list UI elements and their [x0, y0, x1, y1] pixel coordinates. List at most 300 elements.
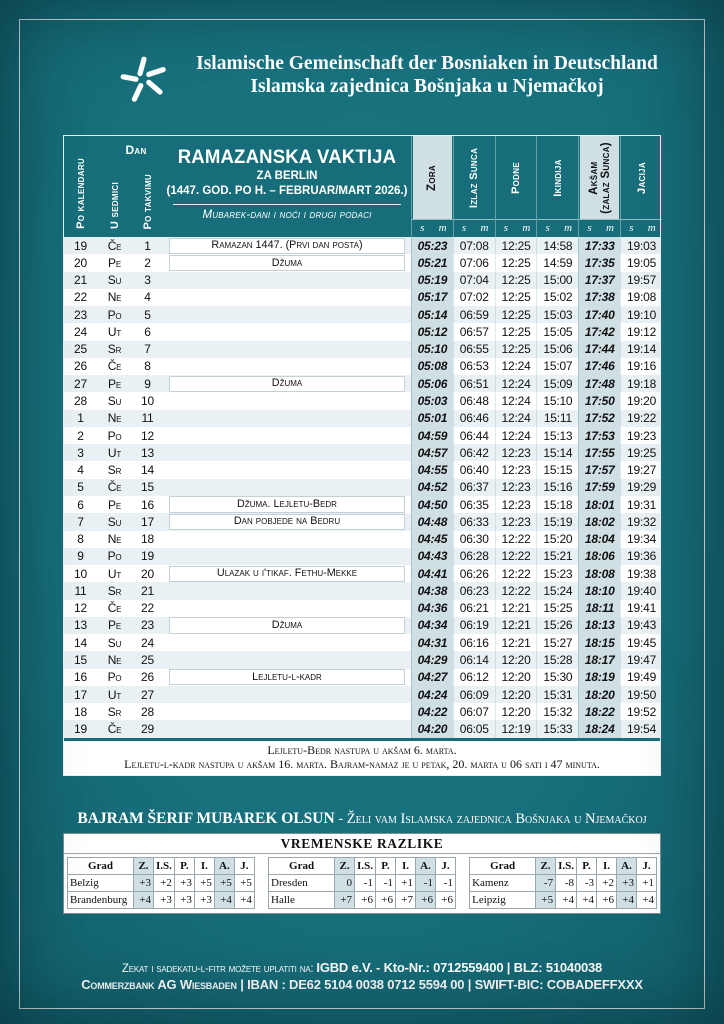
cell-time-ikindija: 15:31	[536, 686, 578, 703]
cell-event: Džuma	[169, 376, 405, 392]
city-diff-value: +3	[194, 892, 214, 909]
cell-date-hijri: 11	[141, 411, 154, 426]
cell-event	[163, 461, 411, 478]
cell-time-akšam: 17:59	[578, 479, 620, 496]
note-lejletu-l-kadr: Lejletu-l-kadr nastupa u akšam 16. marta. Bajram-namaz je u petak, 20. marta u 06 sati i 47 minuta.	[124, 756, 600, 771]
city-diff-value: +6	[355, 892, 376, 909]
cell-time-podne: 12:25	[495, 306, 537, 323]
cell-time-zora: 05:08	[411, 358, 453, 375]
cell-time-podne: 12:25	[495, 254, 537, 271]
differences-col-header: J.	[637, 858, 657, 875]
cell-time-jacija: 19:14	[620, 341, 662, 358]
differences-col-header: I.S.	[154, 858, 175, 875]
cell-date-hijri: 14	[141, 463, 154, 478]
cell-weekday: Pe	[108, 376, 121, 391]
city-name: Brandenburg	[68, 892, 134, 909]
city-diff-value: +3	[174, 875, 194, 892]
cell-time-podne: 12:20	[495, 651, 537, 668]
cell-date-hijri: 15	[141, 480, 154, 495]
cell-time-podne: 12:20	[495, 703, 537, 720]
cell-time-akšam: 18:02	[578, 513, 620, 530]
greeting-rest: - Želi vam Islamska zajednica Bošnjaka u Njemačkoj	[334, 811, 647, 827]
col-header-zora: Zora s m	[411, 136, 453, 237]
differences-col-header: I.S.	[556, 858, 577, 875]
cell-time-zora: 04:38	[411, 582, 453, 599]
title-divider	[173, 204, 401, 205]
city-diff-value: -3	[577, 875, 597, 892]
cell-time-izlaz-sunca: 06:53	[453, 358, 495, 375]
cell-event	[163, 289, 411, 306]
cell-time-jacija: 19:08	[620, 289, 662, 306]
cell-weekday: Če	[107, 601, 122, 616]
cell-time-ikindija: 15:32	[536, 703, 578, 720]
cell-date-calendar: 27	[74, 376, 87, 391]
cell-event: Lejletu-l-kadr	[169, 669, 405, 685]
city-diff-value: +7	[335, 892, 355, 909]
differences-col-header: I.	[597, 858, 617, 875]
cell-time-zora: 04:31	[411, 634, 453, 651]
cell-event	[163, 479, 411, 496]
cell-date-calendar: 19	[74, 238, 87, 253]
cell-time-jacija: 19:34	[620, 531, 662, 548]
cell-date-hijri: 4	[144, 290, 151, 305]
cell-time-izlaz-sunca: 06:42	[453, 444, 495, 461]
table-row	[64, 392, 660, 409]
table-row	[64, 565, 660, 582]
cell-time-izlaz-sunca: 07:02	[453, 289, 495, 306]
cell-time-akšam: 17:37	[578, 272, 620, 289]
cell-date-calendar: 19	[74, 722, 87, 737]
city-diff-value: +4	[556, 892, 577, 909]
city-diff-value: +5	[214, 875, 234, 892]
org-title	[160, 52, 694, 99]
differences-col-header: Grad	[68, 858, 134, 875]
differences-col-header: Z.	[134, 858, 154, 875]
cell-time-akšam: 17:42	[578, 323, 620, 340]
cell-time-izlaz-sunca: 07:08	[453, 237, 495, 254]
time-differences-title: VREMENSKE RAZLIKE	[64, 834, 660, 854]
vaktija-rows	[64, 237, 660, 738]
cell-time-jacija: 19:45	[620, 634, 662, 651]
cell-time-jacija: 19:16	[620, 358, 662, 375]
cell-time-izlaz-sunca: 06:21	[453, 600, 495, 617]
cell-date-calendar: 4	[77, 463, 84, 478]
differences-col-header: J.	[234, 858, 254, 875]
cell-date-calendar: 16	[74, 670, 87, 685]
city-name: Leipzig	[470, 892, 536, 909]
cell-time-zora: 04:45	[411, 531, 453, 548]
table-row	[64, 720, 660, 737]
table-row	[64, 513, 660, 530]
city-name: Belzig	[68, 875, 134, 892]
time-differences-table	[63, 833, 661, 914]
cell-event: Dan pobjede na Bedru	[169, 514, 405, 530]
cell-date-calendar: 8	[77, 532, 84, 547]
cell-time-jacija: 19:54	[620, 720, 662, 737]
timetable-header	[64, 136, 660, 237]
city-diff-value: +5	[194, 875, 214, 892]
differences-col-header: I.S.	[355, 858, 376, 875]
cell-time-ikindija: 15:27	[536, 634, 578, 651]
cell-time-zora: 04:36	[411, 600, 453, 617]
cell-weekday: Po	[107, 549, 122, 564]
cell-event	[163, 392, 411, 409]
city-diff-value: +6	[415, 892, 435, 909]
city-diff-value: -8	[556, 875, 577, 892]
cell-weekday: Sr	[107, 342, 122, 357]
cell-time-jacija: 19:03	[620, 237, 662, 254]
cell-date-calendar: 3	[77, 445, 84, 460]
cell-time-zora: 04:20	[411, 720, 453, 737]
time-differences-groups	[64, 854, 660, 913]
differences-col-header: A.	[415, 858, 435, 875]
col-header-u-sedmici: U sedmici	[108, 181, 121, 229]
cell-time-ikindija: 15:28	[536, 651, 578, 668]
cell-time-podne: 12:22	[495, 531, 537, 548]
cell-time-izlaz-sunca: 06:30	[453, 531, 495, 548]
cell-time-zora: 04:48	[411, 513, 453, 530]
city-diff-value: +7	[395, 892, 415, 909]
cell-weekday: Če	[107, 480, 122, 495]
cell-date-hijri: 9	[144, 376, 151, 391]
cell-date-hijri: 7	[144, 342, 151, 357]
cell-weekday: Če	[107, 359, 122, 374]
cell-time-ikindija: 15:05	[536, 323, 578, 340]
cell-time-ikindija: 15:13	[536, 427, 578, 444]
cell-time-jacija: 19:23	[620, 427, 662, 444]
cell-time-jacija: 19:29	[620, 479, 662, 496]
city-diff-value: +3	[617, 875, 637, 892]
bank-line-1	[30, 960, 694, 977]
cell-time-jacija: 19:41	[620, 600, 662, 617]
cell-date-calendar: 24	[74, 324, 87, 339]
cell-weekday: Su	[107, 635, 122, 650]
cell-time-jacija: 19:05	[620, 254, 662, 271]
cell-time-podne: 12:23	[495, 479, 537, 496]
cell-weekday: Ut	[107, 445, 122, 460]
cell-event: Ulazak u i'tikaf. Fethu-Mekke	[169, 566, 405, 582]
cell-time-akšam: 18:17	[578, 651, 620, 668]
cell-time-jacija: 19:57	[620, 272, 662, 289]
cell-time-jacija: 19:36	[620, 548, 662, 565]
cell-date-hijri: 25	[141, 653, 154, 667]
cell-weekday: Ne	[107, 290, 122, 305]
table-row	[64, 582, 660, 599]
city-diff-value: -1	[435, 875, 455, 892]
cell-time-jacija: 19:52	[620, 703, 662, 720]
city-diff-value: +6	[597, 892, 617, 909]
cell-time-izlaz-sunca: 06:16	[453, 634, 495, 651]
city-diff-value: +1	[395, 875, 415, 892]
cell-date-calendar: 15	[74, 653, 87, 667]
cell-time-izlaz-sunca: 06:57	[453, 323, 495, 340]
cell-date-calendar: 2	[77, 428, 84, 443]
org-title-bosnian: Islamska zajednica Bošnjaka u Njemačkoj	[250, 76, 604, 97]
cell-time-zora: 04:55	[411, 461, 453, 478]
cell-time-podne: 12:21	[495, 617, 537, 634]
cell-date-calendar: 12	[74, 601, 87, 616]
bank-line2-iban: | IBAN : DE62 5104 0038 0712 5594 00 | SWIFT-BIC: COBADEFFXXX	[236, 977, 643, 992]
city-diff-value: +2	[154, 875, 175, 892]
cell-time-akšam: 18:08	[578, 565, 620, 582]
differences-group	[67, 857, 255, 909]
differences-col-header: Grad	[470, 858, 536, 875]
cell-date-calendar: 21	[74, 273, 87, 288]
differences-col-header: P.	[577, 858, 597, 875]
cell-time-ikindija: 15:07	[536, 358, 578, 375]
cell-time-jacija: 19:25	[620, 444, 662, 461]
city-diff-value: +1	[637, 875, 657, 892]
cell-time-ikindija: 15:11	[536, 410, 578, 427]
cell-time-podne: 12:19	[495, 720, 537, 737]
cell-event: Ramazan 1447. (Prvi dan posta)	[169, 238, 405, 254]
cell-time-zora: 04:27	[411, 669, 453, 686]
cell-time-akšam: 17:57	[578, 461, 620, 478]
cell-time-jacija: 19:31	[620, 496, 662, 513]
city-diff-value: -1	[415, 875, 435, 892]
cell-event	[163, 703, 411, 720]
cell-time-ikindija: 14:58	[536, 237, 578, 254]
cell-time-jacija: 19:47	[620, 651, 662, 668]
cell-event	[163, 323, 411, 340]
cell-time-zora: 05:01	[411, 410, 453, 427]
cell-time-jacija: 19:43	[620, 617, 662, 634]
city-name: Dresden	[269, 875, 335, 892]
city-diff-value: +6	[375, 892, 395, 909]
cell-time-izlaz-sunca: 06:59	[453, 306, 495, 323]
events-column-header: Mubarek-dani i noći i drugi podaci	[202, 209, 372, 221]
cell-time-izlaz-sunca: 06:12	[453, 669, 495, 686]
cell-time-ikindija: 15:18	[536, 496, 578, 513]
cell-time-zora: 05:12	[411, 323, 453, 340]
cell-time-jacija: 19:40	[620, 582, 662, 599]
city-diff-value: +6	[435, 892, 455, 909]
cell-date-hijri: 27	[141, 687, 154, 702]
cell-time-ikindija: 15:24	[536, 582, 578, 599]
cell-time-podne: 12:24	[495, 427, 537, 444]
col-header-aksam: Akšam (zalaz Sunca) s m	[578, 136, 620, 237]
table-row	[64, 375, 660, 392]
cell-time-zora: 04:59	[411, 427, 453, 444]
cell-event	[163, 651, 411, 668]
cell-time-akšam: 17:55	[578, 444, 620, 461]
cell-time-podne: 12:21	[495, 600, 537, 617]
cell-time-akšam: 18:15	[578, 634, 620, 651]
table-row	[64, 341, 660, 358]
cell-time-jacija: 19:49	[620, 669, 662, 686]
cell-date-calendar: 14	[74, 635, 87, 650]
table-row	[64, 427, 660, 444]
col-header-po-kalendaru: Po kalendaru	[74, 158, 87, 229]
differences-col-header: Grad	[269, 858, 335, 875]
city-diff-value: -1	[375, 875, 395, 892]
cell-event: Džuma	[169, 255, 405, 271]
cell-time-podne: 12:24	[495, 392, 537, 409]
cell-date-calendar: 25	[74, 342, 87, 357]
cell-time-podne: 12:22	[495, 582, 537, 599]
cell-time-izlaz-sunca: 06:07	[453, 703, 495, 720]
cell-date-hijri: 18	[141, 532, 154, 547]
table-row	[64, 254, 660, 271]
differences-col-header: I.	[194, 858, 214, 875]
cell-time-zora: 04:34	[411, 617, 453, 634]
cell-weekday: Pe	[108, 618, 121, 633]
cell-time-podne: 12:23	[495, 513, 537, 530]
differences-col-header: I.	[395, 858, 415, 875]
differences-city-row	[68, 892, 255, 909]
cell-date-calendar: 11	[74, 583, 87, 598]
cell-time-ikindija: 15:06	[536, 341, 578, 358]
city-diff-value: +3	[134, 875, 154, 892]
greeting-bold: BAJRAM ŠERIF MUBAREK OLSUN	[77, 810, 335, 827]
city-diff-value: +5	[234, 875, 254, 892]
bank-line1-prefix: Zekat i sadekatu-l-fitr možete uplatiti na:	[121, 963, 317, 975]
cell-weekday: Sr	[107, 704, 122, 719]
cell-event	[163, 341, 411, 358]
cell-time-ikindija: 15:33	[536, 720, 578, 737]
cell-weekday: Če	[107, 722, 122, 737]
cell-time-zora: 04:43	[411, 548, 453, 565]
col-header-ikindija: Ikindija s m	[536, 136, 578, 237]
cell-time-izlaz-sunca: 06:40	[453, 461, 495, 478]
cell-event	[163, 720, 411, 737]
cell-time-podne: 12:25	[495, 237, 537, 254]
city-diff-value: +4	[234, 892, 254, 909]
cell-event	[163, 306, 411, 323]
cell-time-podne: 12:25	[495, 341, 537, 358]
cell-time-akšam: 18:01	[578, 496, 620, 513]
bank-details	[30, 960, 694, 993]
cell-time-ikindija: 15:02	[536, 289, 578, 306]
cell-date-calendar: 1	[77, 411, 84, 426]
cell-event	[163, 531, 411, 548]
cell-time-zora: 04:50	[411, 496, 453, 513]
cell-date-hijri: 8	[144, 359, 151, 374]
table-row	[64, 358, 660, 375]
cell-time-zora: 05:03	[411, 392, 453, 409]
cell-time-izlaz-sunca: 07:06	[453, 254, 495, 271]
cell-time-akšam: 18:04	[578, 531, 620, 548]
differences-city-row	[470, 892, 657, 909]
cell-date-hijri: 26	[141, 670, 154, 685]
cell-date-hijri: 6	[144, 324, 151, 339]
cell-time-ikindija: 15:30	[536, 669, 578, 686]
cell-weekday: Ne	[107, 411, 122, 426]
cell-time-zora: 04:24	[411, 686, 453, 703]
timetable-city: ZA BERLIN	[256, 170, 318, 182]
cell-time-akšam: 17:48	[578, 375, 620, 392]
city-diff-value: 0	[335, 875, 355, 892]
table-row	[64, 634, 660, 651]
cell-event	[163, 272, 411, 289]
cell-time-podne: 12:25	[495, 289, 537, 306]
cell-time-izlaz-sunca: 06:09	[453, 686, 495, 703]
org-title-german: Islamische Gemeinschaft der Bosniaken in Deutschland	[196, 53, 658, 74]
city-diff-value: +4	[577, 892, 597, 909]
bank-line2-bank-name: Commerzbank AG Wiesbaden	[81, 977, 237, 992]
city-diff-value: +2	[597, 875, 617, 892]
city-name: Halle	[269, 892, 335, 909]
cell-time-zora: 04:41	[411, 565, 453, 582]
cell-time-podne: 12:23	[495, 444, 537, 461]
cell-time-izlaz-sunca: 06:23	[453, 582, 495, 599]
differences-col-header: A.	[214, 858, 234, 875]
cell-time-akšam: 17:38	[578, 289, 620, 306]
cell-time-podne: 12:23	[495, 496, 537, 513]
cell-time-izlaz-sunca: 06:28	[453, 548, 495, 565]
cell-weekday: Ne	[107, 532, 122, 547]
cell-time-zora: 05:19	[411, 272, 453, 289]
cell-date-calendar: 17	[74, 687, 87, 702]
city-diff-value: +4	[637, 892, 657, 909]
cell-event	[163, 548, 411, 565]
cell-time-akšam: 18:06	[578, 548, 620, 565]
cell-time-jacija: 19:27	[620, 461, 662, 478]
cell-time-akšam: 18:10	[578, 582, 620, 599]
cell-weekday: Po	[107, 428, 122, 443]
cell-time-izlaz-sunca: 06:55	[453, 341, 495, 358]
cell-time-jacija: 19:50	[620, 686, 662, 703]
city-diff-value: +4	[214, 892, 234, 909]
note-lejletu-bedr: Lejletu-Bedr nastupa u akšam 6. marta.	[267, 742, 457, 757]
cell-weekday: Če	[107, 238, 122, 253]
cell-time-podne: 12:22	[495, 565, 537, 582]
differences-group	[469, 857, 657, 909]
col-header-podne: Podne s m	[495, 136, 537, 237]
cell-date-calendar: 23	[74, 307, 87, 322]
cell-date-hijri: 2	[144, 255, 151, 270]
cell-date-hijri: 16	[141, 497, 154, 512]
timetable-period: (1447. GOD. PO H. – FEBRUAR/MART 2026.)	[166, 185, 408, 197]
cell-date-calendar: 28	[74, 394, 87, 409]
city-name: Kamenz	[470, 875, 536, 892]
cell-event: Džuma. Lejletu-Bedr	[169, 496, 405, 512]
col-header-po-takvimu: Po takvimu	[141, 173, 154, 229]
cell-weekday: Su	[107, 514, 122, 529]
prayer-timetable	[63, 135, 661, 776]
differences-col-header: A.	[617, 858, 637, 875]
cell-date-hijri: 17	[141, 514, 154, 529]
cell-time-izlaz-sunca: 06:51	[453, 375, 495, 392]
cell-time-izlaz-sunca: 06:14	[453, 651, 495, 668]
cell-time-izlaz-sunca: 06:46	[453, 410, 495, 427]
cell-time-ikindija: 15:14	[536, 444, 578, 461]
cell-time-jacija: 19:10	[620, 306, 662, 323]
cell-time-ikindija: 14:59	[536, 254, 578, 271]
city-diff-value: +4	[134, 892, 154, 909]
cell-time-izlaz-sunca: 07:04	[453, 272, 495, 289]
cell-weekday: Po	[107, 307, 122, 322]
table-row	[64, 548, 660, 565]
cell-weekday: Po	[107, 670, 122, 685]
col-header-jacija: Jacija s m	[620, 136, 662, 237]
cell-time-podne: 12:24	[495, 358, 537, 375]
cell-event	[163, 582, 411, 599]
cell-time-izlaz-sunca: 06:35	[453, 496, 495, 513]
cell-weekday: Sr	[107, 583, 122, 598]
cell-date-calendar: 6	[77, 497, 84, 512]
cell-time-akšam: 17:33	[578, 237, 620, 254]
cell-time-akšam: 17:52	[578, 410, 620, 427]
cell-date-hijri: 23	[141, 618, 154, 633]
table-row	[64, 323, 660, 340]
cell-time-akšam: 17:50	[578, 392, 620, 409]
differences-city-row	[269, 875, 456, 892]
cell-weekday: Pe	[108, 497, 121, 512]
cell-time-izlaz-sunca: 06:26	[453, 565, 495, 582]
cell-time-podne: 12:24	[495, 410, 537, 427]
cell-time-izlaz-sunca: 06:44	[453, 427, 495, 444]
